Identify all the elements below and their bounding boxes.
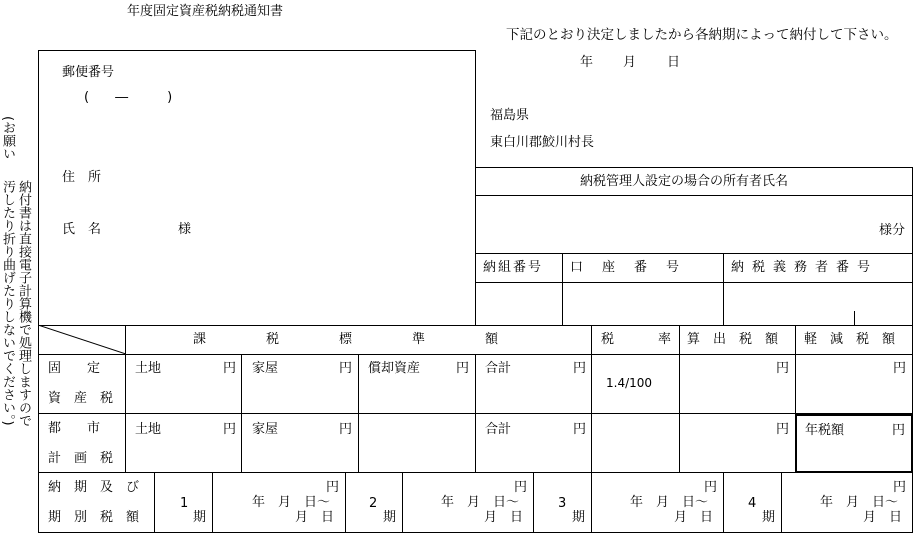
date-month: 月 [623,55,637,70]
fixed-house-label: 家屋 [252,361,279,376]
period-3-date-start: 年 月 日～ [630,495,709,510]
period-3-date-end: 月 日 [674,510,714,525]
fixed-land-yen: 円 [223,361,237,376]
reduced-tax-header: 軽減税額 [804,332,909,347]
installment-label-bottom: 期 別 税 額 [48,510,140,525]
period-2-yen: 円 [514,480,528,495]
period-2-number: 2 [369,496,378,511]
city-total-yen: 円 [573,422,587,437]
side-note-1: (お願い [0,116,15,161]
intro-text: 下記のとおり決定しましたから各納期によって納付して下さい。 [506,27,898,43]
period-3-suffix: 期 [572,510,586,525]
period-4-suffix: 期 [762,510,776,525]
fixed-calc-yen: 円 [776,361,790,376]
fixed-house-yen: 円 [339,361,353,376]
fixed-reduced-yen: 円 [893,361,907,376]
side-note-2: 納付書は直接電子計算機で処理しますので [16,180,31,427]
period-2-date-start: 年 月 日～ [441,495,520,510]
side-note-3: 汚したり折り曲げたりしないでください。) [0,180,15,426]
fixed-asset-label-top: 固 定 [48,361,101,376]
issuer-office: 東白川郡鮫川村長 [490,135,595,150]
date-day: 日 [667,55,681,70]
fixed-depreciable-yen: 円 [456,361,470,376]
period-4-number: 4 [748,496,757,511]
tax-base-header: 課税標準額 [193,332,559,347]
period-1-date-start: 年 月 日～ [252,495,331,510]
city-total-label: 合計 [485,422,512,437]
tax-rate-header: 税率 [601,332,716,347]
fixed-asset-label-bottom: 資 産 税 [48,391,114,406]
fixed-depreciable-label: 償却資産 [368,361,421,376]
fixed-tax-rate: 1.4/100 [606,376,653,390]
city-planning-label-bottom: 計 画 税 [48,451,114,466]
installment-label-top: 納 期 及 び [48,480,140,495]
document-title: 年度固定資産税納税通知書 [127,4,284,19]
period-3-number: 3 [558,496,567,511]
postal-code-value: ( ― ) [84,90,173,105]
period-4-date-end: 月 日 [863,510,903,525]
period-1-yen: 円 [326,480,340,495]
taxpayer-number-label: 納税義務者番号 [731,260,879,275]
calc-tax-header: 算出税額 [687,332,792,347]
postal-code-label: 郵便番号 [62,65,115,80]
city-land-yen: 円 [223,422,237,437]
account-number-label: 口 座 番 号 [570,260,683,275]
city-land-label: 土地 [135,422,162,437]
manager-box-header: 納税管理人設定の場合の所有者氏名 [580,174,789,189]
period-2-suffix: 期 [383,510,397,525]
city-house-yen: 円 [339,422,353,437]
date-year: 年 [580,55,594,70]
annual-tax-yen: 円 [892,423,906,438]
fixed-total-label: 合計 [485,361,512,376]
period-1-suffix: 期 [193,510,207,525]
group-number-label: 納組番号 [483,260,544,275]
period-4-yen: 円 [893,480,907,495]
name-honorific: 様 [178,222,192,237]
city-house-label: 家屋 [252,422,279,437]
name-label: 氏 名 [62,222,102,237]
period-4-date-start: 年 月 日～ [820,495,899,510]
city-planning-label-top: 都 市 [48,421,101,436]
city-calc-yen: 円 [776,422,790,437]
period-1-number: 1 [180,496,189,511]
period-3-yen: 円 [704,480,718,495]
corner-diagonal [38,325,126,355]
issuer-prefecture: 福島県 [490,108,530,123]
manager-honorific: 様分 [879,223,906,238]
period-1-date-end: 月 日 [295,510,335,525]
period-2-date-end: 月 日 [484,510,524,525]
fixed-land-label: 土地 [135,361,162,376]
annual-tax-label: 年税額 [805,423,845,438]
address-label: 住 所 [62,170,102,185]
fixed-total-yen: 円 [573,361,587,376]
